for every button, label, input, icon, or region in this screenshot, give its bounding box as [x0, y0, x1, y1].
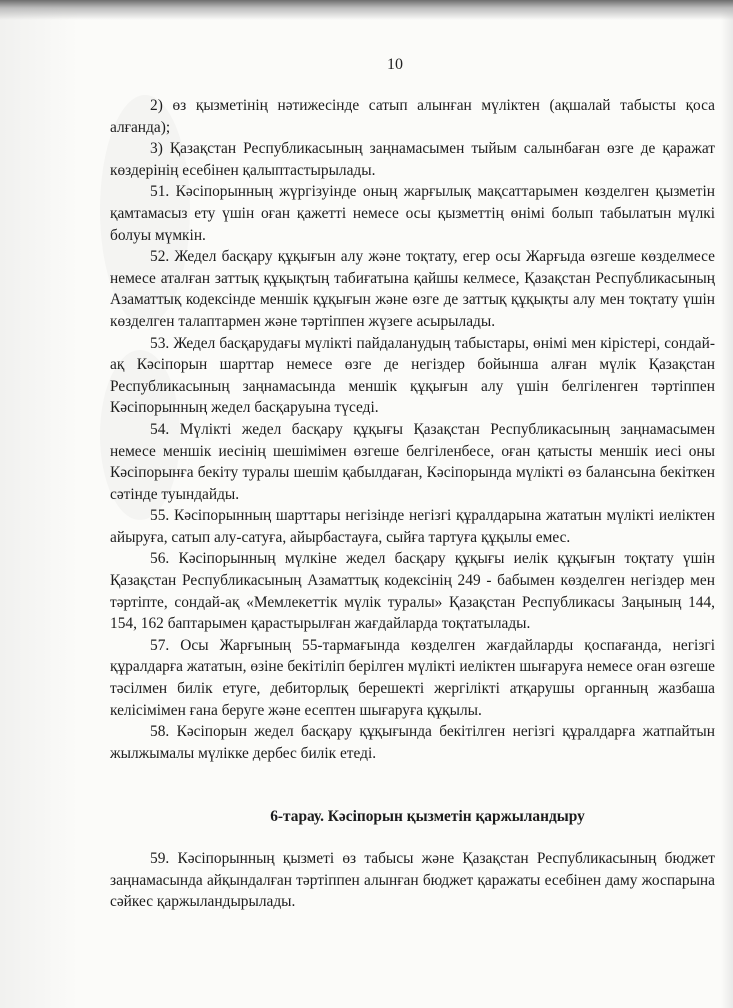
scan-left-shading [0, 0, 78, 1008]
paragraph: 56. Кәсіпорынның мүлкіне жедел басқару құқығы иелік құқығын тоқтату үшін Қазақстан Республикасының Азаматтық кодексінің 249 - бабымен көзделген негіздер мен тәртіпте, сондай-ақ «Мемлекеттік мүлік туралы» Қазақстан Республикасы Заңының 144, 154, 162 баптарымен қарастырылған жағдайларда тоқтатылады. [110, 550, 715, 633]
paragraph: 51. Кәсіпорынның жүргізуінде оның жарғылық мақсаттарымен көзделген қызметін қамтамасыз ету үшін оған қажетті немесе осы қызметтің өнімі болып табылатын мүлкі болуы мүмкін. [110, 183, 715, 244]
paragraph: 2) өз қызметінің нәтижесінде сатып алынған мүліктен (ақшалай табысты қоса алғанда); [110, 97, 715, 136]
paragraph: 52. Жедел басқару құқығын алу және тоқтату, егер осы Жарғыда өзгеше көзделмесе немесе аталған заттық құқықтың табиғатына қайшы келмесе, Қазақстан Республикасының Азаматтық кодексінде меншік құқығын және өзге де заттық құқықты алу мен тоқтату үшін көзделген талаптармен және тәртіппен жүзеге асырылады. [110, 248, 715, 330]
page-number: 10 [387, 56, 403, 73]
paragraph: 55. Кәсіпорынның шарттары негізінде негізгі құралдарына жататын мүлікті иеліктен айыруға, сатып алу-сатуға, айырбастауға, сыйға тартуға құқылы емес. [110, 507, 715, 546]
paragraph: 57. Осы Жарғының 55-тармағында көзделген жағдайларды қоспағанда, негізгі құралдарға жататын, өзіне бекітіліп берілген мүлікті иеліктен шығаруға немесе оған өзгеше тәсілмен билік етуге, дебиторлық берешекті жергілікті атқарушы органның жазбаша келісімімен ғана беруге және есептен шығаруға құқылы. [110, 636, 715, 719]
document-body [110, 95, 715, 913]
scan-top-edge [0, 0, 733, 20]
paragraph: 53. Жедел басқарудағы мүлікті пайдаланудың табыстары, өнімі мен кірістері, сондай-ақ Кәсіпорын шарттар немесе өзге де негіздер бойынша алған мүлік Қазақстан Республикасының заңнамасында меншік құқығын алу үшін белгіленген тәртіппен Кәсіпорынның жедел басқаруына түседі. [110, 334, 715, 417]
scan-right-shading [721, 0, 733, 1008]
paragraph: 54. Мүлікті жедел басқару құқығы Қазақстан Республикасының заңнамасымен немесе меншік иесінің шешімімен өзгеше белгіленбесе, оған қатысты меншік иесі оны Кәсіпорынға бекіту туралы шешім қабылдаған, Кәсіпорында мүлікті өз балансына бекіткен сәтінде туындайды. [110, 420, 715, 503]
section-heading: 6-тарау. Кәсіпорын қызметін қаржыландыру [270, 808, 585, 826]
paragraph: 58. Кәсіпорын жедел басқару құқығында бекітілген негізгі құралдарға жатпайтын жылжымалы мүлікке дербес билік етеді. [110, 723, 715, 762]
paragraph: 59. Кәсіпорынның қызметі өз табысы және Қазақстан Республикасының бюджет заңнамасында айқындалған тәртіппен алынған бюджет қаражаты есебінен даму жоспарына сәйкес қаржыландырылады. [110, 850, 715, 911]
paragraph: 3) Қазақстан Республикасының заңнамасымен тыйым салынбаған өзге де қаражат көздерінің есебінен қалыптастырылады. [110, 140, 715, 179]
